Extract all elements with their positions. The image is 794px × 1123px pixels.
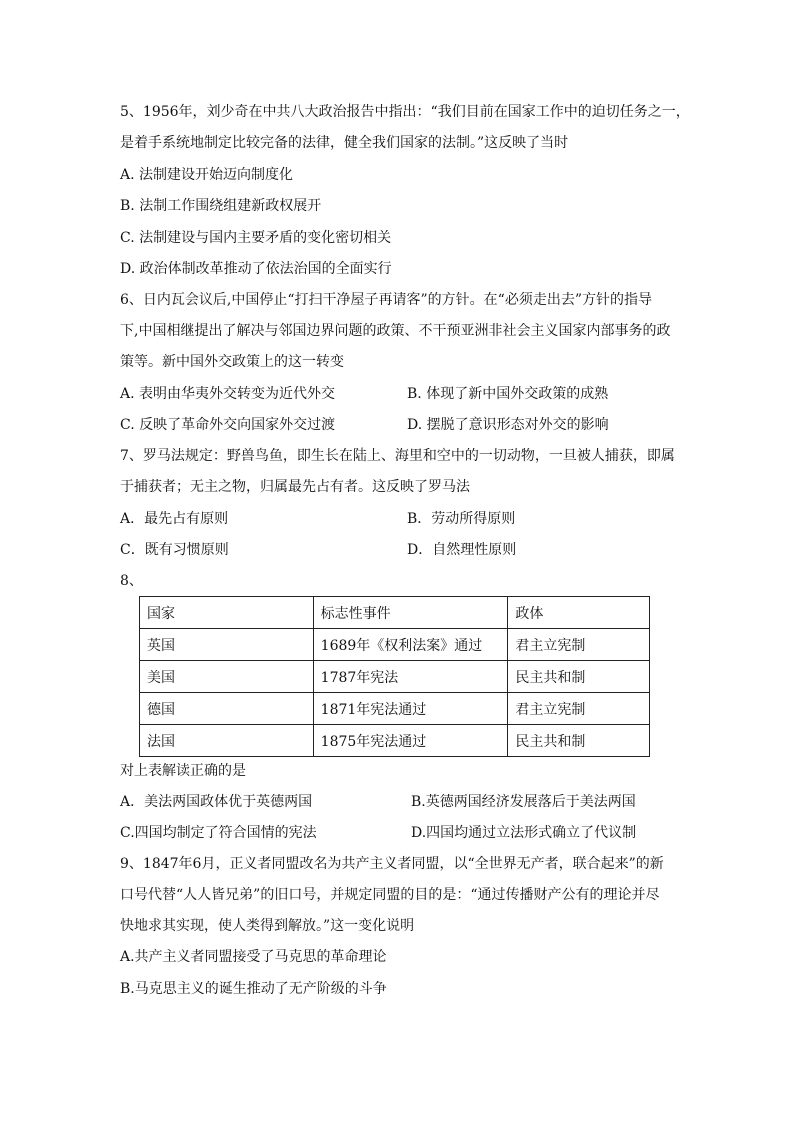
q6-stem-line-1: 6、日内瓦会议后,中国停止“打扫干净屋子再请客”的方针。在“必须走出去”方针的指导	[120, 292, 652, 308]
table-row	[140, 725, 650, 757]
q6-option-c: C. 反映了革命外交向国家外交过渡	[120, 417, 336, 433]
table-cell: 英国	[140, 629, 314, 661]
q9-option-a: A.共产主义者同盟接受了马克思的革命理论	[120, 949, 387, 965]
q7-option-c: C．既有习惯原则	[120, 542, 229, 558]
q6-option-b: B. 体现了新中国外交政策的成熟	[407, 386, 609, 402]
table-header-cell: 标志性事件	[313, 597, 508, 629]
table-cell: 君主立宪制	[508, 629, 650, 661]
table-header-cell: 政体	[508, 597, 650, 629]
q6-option-a: A. 表明由华夷外交转变为近代外交	[120, 386, 336, 402]
table-header-cell: 国家	[140, 597, 314, 629]
q6-stem-line-2: 下,中国相继提出了解决与邻国边界问题的政策、不干预亚洲非社会主义国家内部事务的政	[120, 323, 671, 339]
q7-stem-line-2: 于捕获者；无主之物，归属最先占有者。这反映了罗马法	[120, 479, 470, 495]
q7-option-b: B．劳动所得原则	[407, 511, 516, 527]
q5-option-c: C. 法制建设与国内主要矛盾的变化密切相关	[120, 230, 392, 246]
q5-stem-line-1: 5、1956年，刘少奇在中共八大政治报告中指出：“我们目前在国家工作中的迫切任务之一，	[120, 104, 690, 120]
table-cell: 1787年宪法	[313, 661, 508, 693]
q7-stem-line-1: 7、罗马法规定：野兽鸟鱼，即生长在陆上、海里和空中的一切动物，一旦被人捕获，即属	[120, 448, 675, 464]
q8-option-b: B.英德两国经济发展落后于美法两国	[411, 794, 636, 810]
table-cell: 1871年宪法通过	[313, 693, 508, 725]
q7-option-a: A．最先占有原则	[120, 511, 229, 527]
q8-option-a: A．美法两国政体优于英德两国	[120, 794, 313, 810]
table-cell: 民主共和制	[508, 661, 650, 693]
q8-option-d: D.四国均通过立法形式确立了代议制	[411, 825, 637, 841]
q6-option-d: D. 摆脱了意识形态对外交的影响	[407, 417, 609, 433]
table-cell: 法国	[140, 725, 314, 757]
table-cell: 民主共和制	[508, 725, 650, 757]
table-header-row	[140, 597, 650, 629]
table-row	[140, 629, 650, 661]
table-row	[140, 661, 650, 693]
q9-stem-line-3: 快地求其实现，使人类得到解放。”这一变化说明	[120, 918, 415, 934]
q5-option-b: B. 法制工作围绕组建新政权展开	[120, 198, 322, 214]
table-cell: 1689年《权利法案》通过	[313, 629, 508, 661]
q6-stem-line-3: 策等。新中国外交政策上的这一转变	[120, 354, 344, 370]
table-row	[140, 693, 650, 725]
table-cell: 君主立宪制	[508, 693, 650, 725]
table-cell: 1875年宪法通过	[313, 725, 508, 757]
q5-option-a: A. 法制建设开始迈向制度化	[120, 167, 294, 183]
q8-option-c: C.四国均制定了符合国情的宪法	[120, 825, 317, 841]
q8-question: 对上表解读正确的是	[120, 763, 246, 779]
q7-option-d: D．自然理性原则	[407, 542, 517, 558]
table-cell: 美国	[140, 661, 314, 693]
constitution-table	[139, 596, 650, 757]
table-cell: 德国	[140, 693, 314, 725]
q5-option-d: D. 政治体制改革推动了依法治国的全面实行	[120, 261, 392, 277]
q8-number: 8、	[120, 573, 143, 589]
q9-stem-line-2: 口号代替“人人皆兄弟”的旧口号，并规定同盟的目的是：“通过传播财产公有的理论并尽	[120, 887, 660, 903]
q9-option-b: B.马克思主义的诞生推动了无产阶级的斗争	[120, 981, 387, 997]
q5-stem-line-2: 是着手系统地制定比较完备的法律，健全我们国家的法制。”这反映了当时	[120, 135, 569, 151]
q9-stem-line-1: 9、1847年6月，正义者同盟改名为共产主义者同盟，以“全世界无产者，联合起来”的新	[120, 856, 664, 872]
